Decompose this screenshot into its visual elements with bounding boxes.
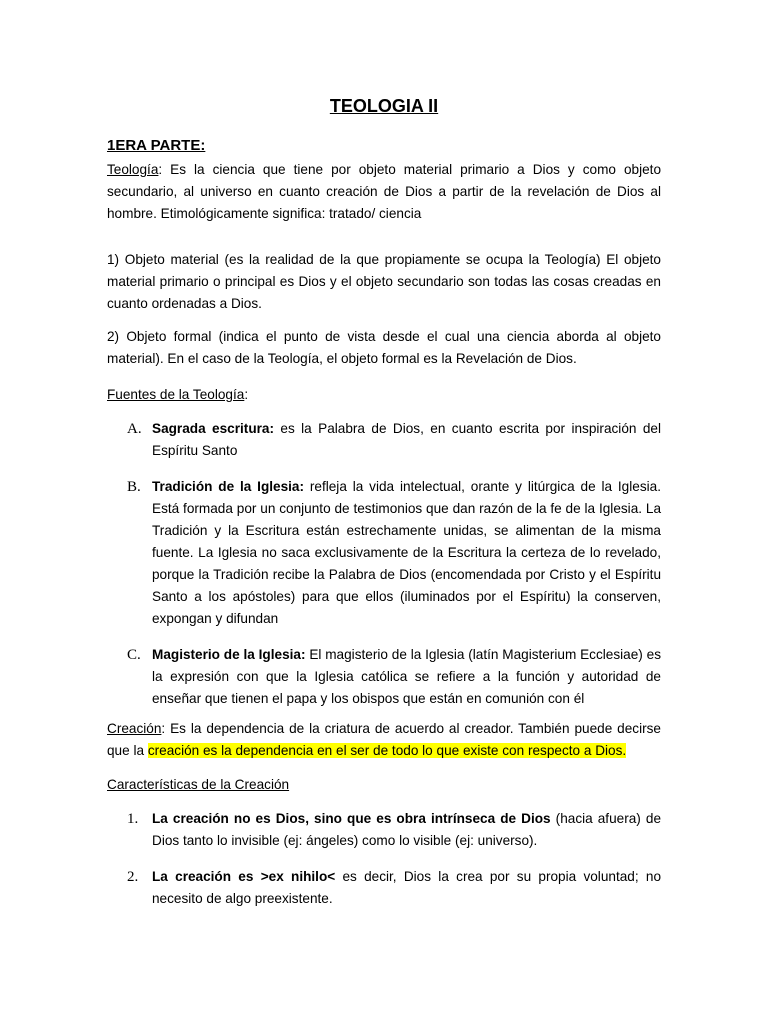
objeto-formal-paragraph: 2) Objeto formal (indica el punto de vista desde el cual una ciencia aborda al objeto material). En el caso de la Teología, el objeto formal es la Revelación de Dios. [107,329,661,366]
list-item-term: Sagrada escritura: [152,421,274,436]
document-title: TEOLOGIA II [329,96,439,116]
objeto-material-paragraph: 1) Objeto material (es la realidad de la que propiamente se ocupa la Teología) El objeto material primario o principal es Dios y el objeto secundario son todas las cosas creadas en cuanto ordenadas a Dios. [107,252,661,311]
list-item [107,476,661,630]
list-item-term: Magisterio de la Iglesia: [152,647,306,662]
list-item [107,866,661,910]
list-marker: A. [127,421,142,437]
creacion-definition [107,718,661,762]
creacion-text: : Es la dependencia de la criatura de acuerdo al creador. También puede decirse que la [107,721,661,758]
fuentes-heading-colon: : [244,387,249,402]
list-marker: 1. [127,811,139,827]
list-marker: B. [127,479,141,495]
teologia-term: Teología [107,162,159,177]
creacion-term: Creación [107,721,162,736]
fuentes-list [107,418,661,710]
list-item-term: Tradición de la Iglesia: [152,479,305,494]
list-item-text: (hacia afuera) de Dios tanto lo invisible (ej: ángeles) como lo visible (ej: universo). [152,811,661,848]
part-heading: 1ERA PARTE: [107,137,206,154]
list-item-text: es decir, Dios la crea por su propia voluntad; no necesito de algo preexistente. [152,869,661,906]
fuentes-heading-text: Fuentes de la Teología [107,387,245,402]
list-marker: C. [127,647,141,663]
list-item [107,808,661,852]
teologia-text: : Es la ciencia que tiene por objeto material primario a Dios y como objeto secundario, al universo en cuanto creación de Dios a partir de la revelación de Dios al hombre. Etimológicamente significa: tratado/ ciencia [107,162,661,221]
list-item-text: es la Palabra de Dios, en cuanto escrita por inspiración del Espíritu Santo [152,421,661,458]
teologia-definition [107,159,661,225]
list-marker: 2. [127,869,139,885]
caracteristicas-list [107,808,661,910]
caracteristicas-heading [107,774,661,796]
caracteristicas-heading-text: Características de la Creación [107,777,290,792]
fuentes-heading [107,384,661,406]
list-item-term: La creación no es Dios, sino que es obra intrínseca de Dios [152,811,551,826]
list-item-text: El magisterio de la Iglesia (latín Magisterium Ecclesiae) es la expresión con que la Iglesia católica se refiere a la función y autoridad de enseñar que tienen el papa y los obispos que están en comunión con él [152,647,662,706]
list-item [107,644,661,710]
list-item [107,418,661,462]
list-item-term: La creación es >ex nihilo< [152,869,336,884]
creacion-highlight: creación es la dependencia en el ser de todo lo que existe con respecto a Dios. [147,743,627,758]
list-item-text: refleja la vida intelectual, orante y litúrgica de la Iglesia. Está formada por un conjunto de testimonios que dan razón de la fe de la Iglesia. La Tradición y la Escritura están estrechamente unidas, se alimentan de la misma fuente. La Iglesia no saca exclusivamente de la Escritura la certeza de lo revelado, porque la Tradición recibe la Palabra de Dios (encomendada por Cristo y el Espíritu Santo a los apóstoles) para que ellos (iluminados por el Espíritu) la conserven, expongan y difundan [152,479,661,626]
